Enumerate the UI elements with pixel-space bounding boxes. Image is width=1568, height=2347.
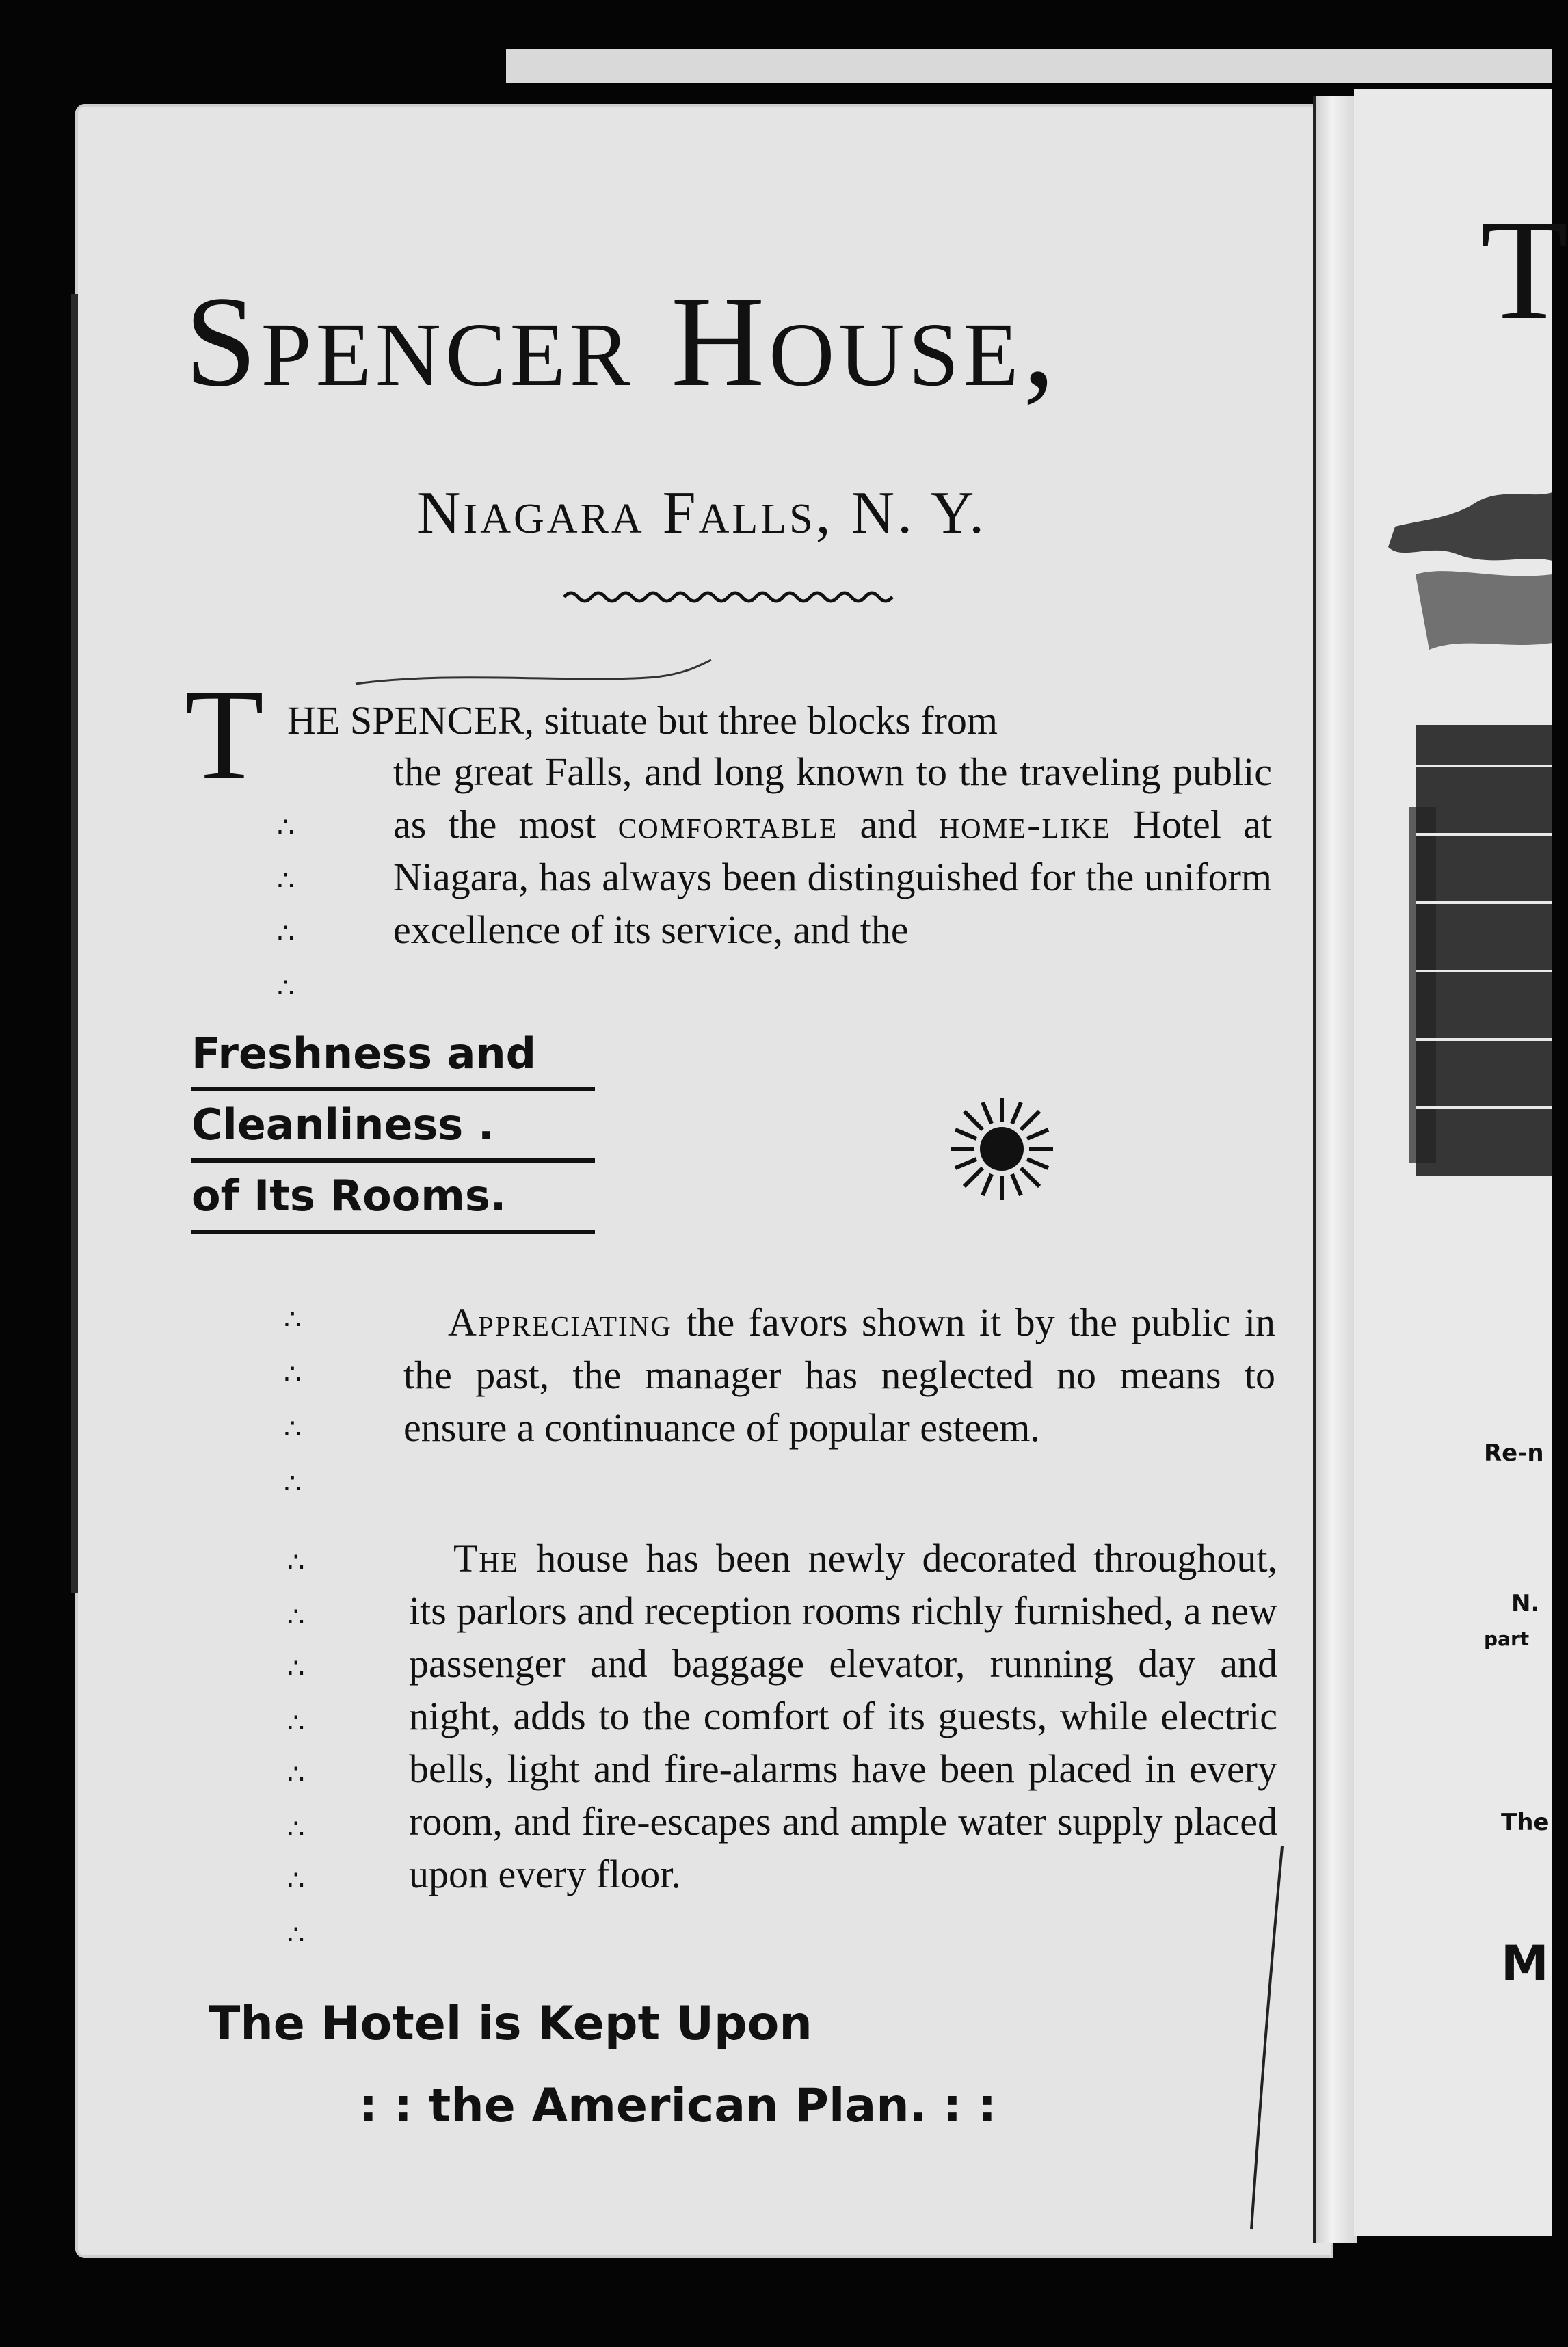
plan-line-2: : : the American Plan. : : [359,2079,997,2133]
house-paragraph [409,1532,1277,1900]
plan-line-1: The Hotel is Kept Upon [209,1997,812,2051]
ornament-dots: ∴ [277,972,295,1003]
house-text: house has been newly decorated throughout, its parlors and reception rooms richly furnished, a new passenger and baggage elevator, running day and night, adds to the comfort of its guests, while electric bells, light and fire-alarms have been placed in every room, and fire-escapes and ample water supply placed upon every floor. [409,1536,1277,1896]
intro-text-c: Hotel at Niagara, has always been distinguished for the uniform excellence of its service, and the [393,802,1272,952]
ornament-dots: ∴ [287,1759,305,1790]
ornament-dots: ∴ [284,1304,302,1335]
feature-heading-line: Cleanliness . [191,1104,595,1163]
ornament-dots: ∴ [284,1359,302,1390]
hotel-engraving-fragment [1388,479,1552,1368]
appreciating-text: the favors shown it by the public in the past, the manager has neglected no means to ensure a continuance of popular esteem. [403,1300,1275,1450]
right-fragment-3: part [1484,1628,1530,1650]
ornament-dots: ∴ [287,1602,305,1632]
page-crease [1245,1846,1286,2229]
right-fragment-1: Re-n [1484,1440,1544,1467]
ornament-dots: ∴ [277,865,295,896]
right-fragment-4: The [1501,1809,1550,1836]
ornament-dots: ∴ [287,1708,305,1738]
right-page-letter: T [1480,191,1568,349]
page-subtitle: Niagara Falls, N. Y. [417,480,987,546]
ornament-dots: ∴ [277,918,295,949]
feature-heading-line: Freshness and [191,1033,595,1091]
intro-text-a: the great Falls, and long known to the traveling public as the most [393,750,1272,847]
appreciating-paragraph [403,1296,1275,1454]
drop-cap: T [185,663,265,807]
pen-stroke-mark [356,657,711,698]
intro-smallcaps-2: home-like [939,802,1111,847]
intro-paragraph [393,745,1272,956]
ornament-dots: ∴ [287,1865,305,1896]
ornament-dots: ∴ [287,1547,305,1578]
ornament-dots: ∴ [287,1814,305,1844]
book-gutter [1313,96,1357,2243]
intro-first-line: HE SPENCER, situate but three blocks from [287,698,998,743]
wave-divider [564,587,892,607]
intro-text-b: and [838,802,940,847]
page-title: Spencer House, [185,270,1060,414]
ornament-dots: ∴ [284,1468,302,1499]
feature-heading-line: of Its Rooms. [191,1175,595,1234]
appreciating-lead: Appreciating [448,1300,672,1344]
right-fragment-2: N. [1511,1590,1540,1617]
sunburst-ornament [947,1094,1057,1204]
ornament-dots: ∴ [284,1414,302,1444]
ornament-dots: ∴ [287,1920,305,1950]
ornament-dots: ∴ [287,1653,305,1684]
background-paper-strip [506,49,1552,83]
feature-heading [191,1029,595,1246]
house-lead: The [453,1536,520,1580]
intro-smallcaps-1: comfortable [617,802,838,847]
page-edge-shadow [71,294,78,1593]
right-fragment-5: M [1501,1935,1549,1991]
ornament-dots: ∴ [277,812,295,843]
